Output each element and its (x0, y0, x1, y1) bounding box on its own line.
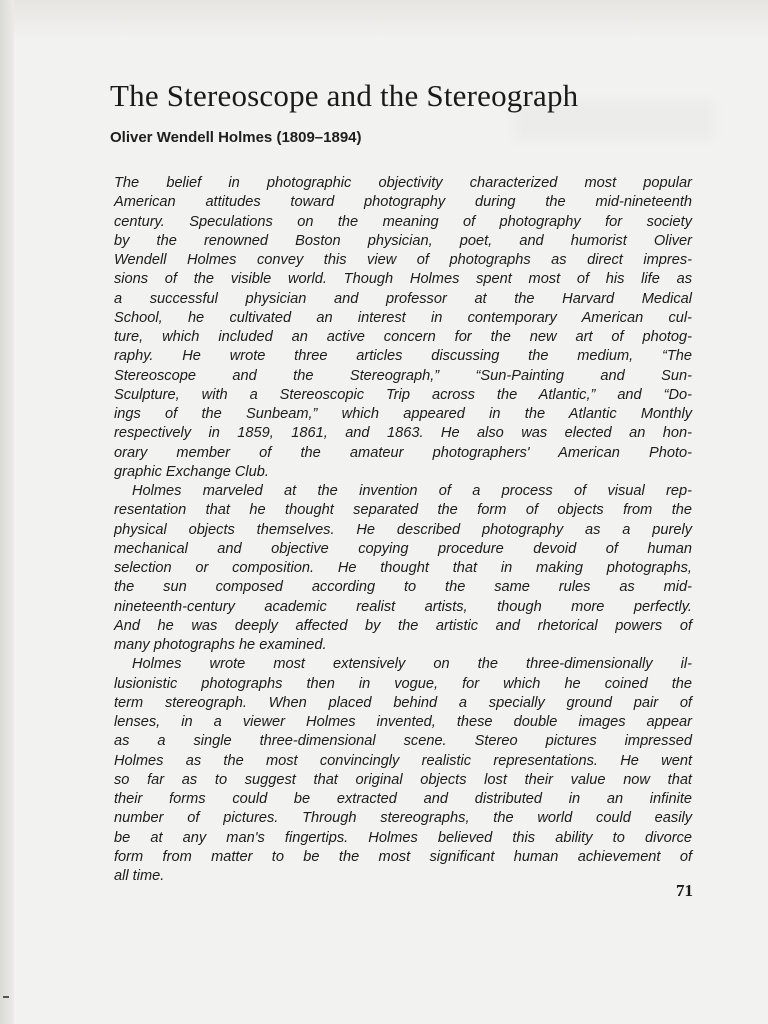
text-line: their forms could be extracted and distributed in an infinite (114, 791, 692, 807)
page-number: 71 (676, 881, 693, 900)
text-line: nineteenth-century academic realist artists, though more perfectly. (114, 598, 692, 615)
text-line: And he was deeply affected by the artistic and rhetorical powers of (114, 617, 692, 634)
text-line: physical objects themselves. He described photography as a purely (114, 521, 692, 538)
text-line: so far as to suggest that original objects lost their value now that (114, 771, 692, 788)
text-line: ture, which included an active concern for the new art of photog- (114, 329, 692, 345)
text-line: orary member of the amateur photographers' American Photo- (114, 444, 692, 461)
text-line: raphy. He wrote three articles discussing the medium, “The (114, 348, 692, 365)
text-line: century. Speculations on the meaning of photography for society (114, 213, 692, 230)
text-line: graphic Exchange Club. (114, 463, 269, 480)
text-line: sions of the visible world. Though Holmes spent most of his life as (114, 271, 692, 288)
text-line: respectively in 1859, 1861, and 1863. He also was elected an hon- (114, 425, 692, 442)
text-line: Stereoscope and the Stereograph,” “Sun-Painting and Sun- (114, 367, 692, 384)
text-line: lenses, in a viewer Holmes invented, these double images appear (114, 714, 692, 730)
text-line: term stereograph. When placed behind a specially ground pair of (114, 694, 692, 711)
text-line: Wendell Holmes convey this view of photographs as direct impres- (114, 252, 692, 268)
text-line: resentation that he thought separated the form of objects from the (114, 502, 692, 519)
text-line: all time. (114, 868, 165, 884)
scan-speck (3, 996, 9, 998)
text-line: selection or composition. He thought that in making photographs, (114, 560, 692, 576)
scan-edge (0, 0, 14, 1024)
author-byline: Oliver Wendell Holmes (1809–1894) (110, 129, 362, 146)
text-line: American attitudes toward photography during the mid-nineteenth (114, 194, 692, 211)
text-line: Holmes wrote most extensively on the three-dimensionally il- (132, 656, 692, 673)
text-line: Holmes as the most convincingly realistic representations. He went (114, 752, 692, 769)
text-line: ings of the Sunbeam,” which appeared in the Atlantic Monthly (114, 406, 692, 422)
text-line: lusionistic photographs then in vogue, for which he coined the (114, 675, 692, 692)
text-line: as a single three-dimensional scene. Stereo pictures impressed (114, 733, 692, 750)
text-line: be at any man's fingertips. Holmes believed this ability to divorce (114, 829, 692, 846)
text-line: form from matter to be the most significant human achievement of (114, 848, 692, 865)
text-line: Holmes marveled at the invention of a process of visual rep- (132, 483, 692, 499)
text-line: a successful physician and professor at the Harvard Medical (114, 290, 692, 307)
text-line: number of pictures. Through stereographs, the world could easily (114, 810, 692, 827)
body-text (114, 174, 692, 886)
text-line: the sun composed according to the same rules as mid- (114, 579, 692, 596)
page-title: The Stereoscope and the Stereograph (110, 78, 579, 113)
document-page (14, 0, 768, 1024)
text-line: many photographs he examined. (114, 637, 327, 653)
text-line: School, he cultivated an interest in contemporary American cul- (114, 309, 692, 326)
text-line: The belief in photographic objectivity characterized most popular (114, 175, 692, 191)
text-line: Sculpture, with a Stereoscopic Trip across the Atlantic,” and “Do- (114, 386, 692, 403)
text-line: by the renowned Boston physician, poet, and humorist Oliver (114, 232, 692, 249)
text-line: mechanical and objective copying procedure devoid of human (114, 540, 692, 557)
